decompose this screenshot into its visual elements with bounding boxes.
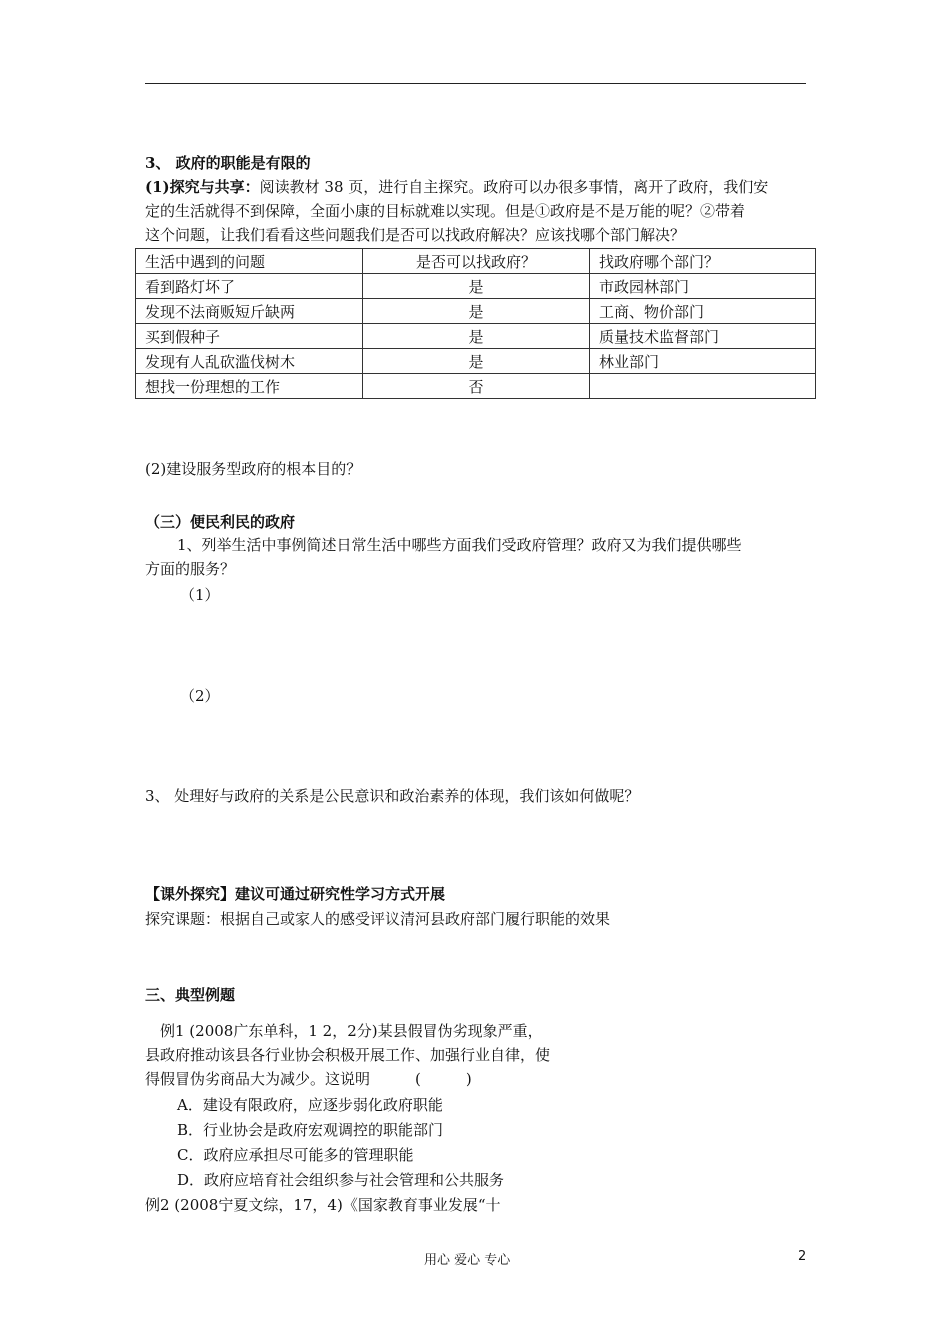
example2-line1: 例2 (2008宁夏文综，17，4)《国家教育事业发展“十 [145, 1196, 501, 1214]
table-cell-problem: 发现不法商贩短斤缺两 [136, 299, 363, 324]
examples-heading: 三、典型例题 [145, 986, 236, 1004]
question-2: (2)建设服务型政府的根本目的？ [145, 460, 362, 478]
section3-heading: 3、 政府的职能是有限的 [145, 154, 311, 172]
answer-blank-1: （1） [180, 586, 220, 604]
option-c: C．政府应承担尽可能多的管理职能 [177, 1146, 414, 1164]
table-cell-department [590, 374, 816, 399]
option-b: B．行业协会是政府宏观调控的职能部门 [177, 1121, 444, 1139]
table-row [136, 324, 816, 349]
problem-department-table [135, 248, 816, 399]
part3-question1-line2: 方面的服务？ [145, 560, 236, 578]
table-cell-department: 质量技术监督部门 [590, 324, 816, 349]
table-cell-answer: 是 [363, 324, 590, 349]
table-header-cell: 生活中遇到的问题 [136, 249, 363, 274]
explore-share-text: 阅读教材 38 页，进行自主探究。政府可以办很多事情，离开了政府，我们安 [259, 178, 769, 196]
table-row [136, 374, 816, 399]
table-row [136, 349, 816, 374]
table-header-cell: 是否可以找政府？ [363, 249, 590, 274]
section3-paragraph-line1 [145, 175, 768, 199]
example1-line1: 例1 (2008广东单科，1 2，2分)某县假冒伪劣现象严重， [160, 1022, 543, 1040]
table-cell-problem: 想找一份理想的工作 [136, 374, 363, 399]
table-header-row [136, 249, 816, 274]
table-cell-answer: 是 [363, 349, 590, 374]
option-d: D．政府应培育社会组织参与社会管理和公共服务 [177, 1171, 505, 1189]
table-cell-answer: 否 [363, 374, 590, 399]
table-cell-answer: 是 [363, 274, 590, 299]
part3-question3: 3、 处理好与政府的关系是公民意识和政治素养的体现，我们该如何做呢？ [145, 787, 640, 805]
example1-line2: 县政府推动该县各行业协会积极开展工作、加强行业自律，使 [145, 1046, 551, 1064]
option-a: A．建设有限政府，应逐步弱化政府职能 [177, 1096, 443, 1114]
extra-heading: 【课外探究】建议可通过研究性学习方式开展 [145, 885, 446, 903]
page-number: 2 [798, 1249, 807, 1264]
header-rule [145, 83, 806, 84]
table-cell-department: 工商、物价部门 [590, 299, 816, 324]
part3-heading: （三）便民利民的政府 [145, 513, 296, 531]
section3-paragraph-line3: 这个问题，让我们看看这些问题我们是否可以找政府解决？应该找哪个部门解决？ [145, 226, 686, 244]
table-header-cell: 找政府哪个部门？ [590, 249, 816, 274]
table-row [136, 274, 816, 299]
explore-share-label: (1)探究与共享： [145, 178, 260, 196]
table-cell-problem: 买到假种子 [136, 324, 363, 349]
table-cell-department: 林业部门 [590, 349, 816, 374]
table-row [136, 299, 816, 324]
extra-topic: 探究课题：根据自己或家人的感受评议清河县政府部门履行职能的效果 [145, 910, 611, 928]
section3-paragraph-line2: 定的生活就得不到保障，全面小康的目标就难以实现。但是①政府是不是万能的呢？②带着 [145, 202, 746, 220]
part3-question1-line1: 1、列举生活中事例简述日常生活中哪些方面我们受政府管理？政府又为我们提供哪些 [177, 536, 742, 554]
example1-line3: 得假冒伪劣商品大为减少。这说明 ( ) [145, 1070, 472, 1088]
footer-motto: 用心 爱心 专心 [424, 1253, 511, 1268]
table-cell-department: 市政园林部门 [590, 274, 816, 299]
table-cell-answer: 是 [363, 299, 590, 324]
table-cell-problem: 发现有人乱砍滥伐树木 [136, 349, 363, 374]
answer-blank-2: （2） [180, 687, 220, 705]
table-cell-problem: 看到路灯坏了 [136, 274, 363, 299]
